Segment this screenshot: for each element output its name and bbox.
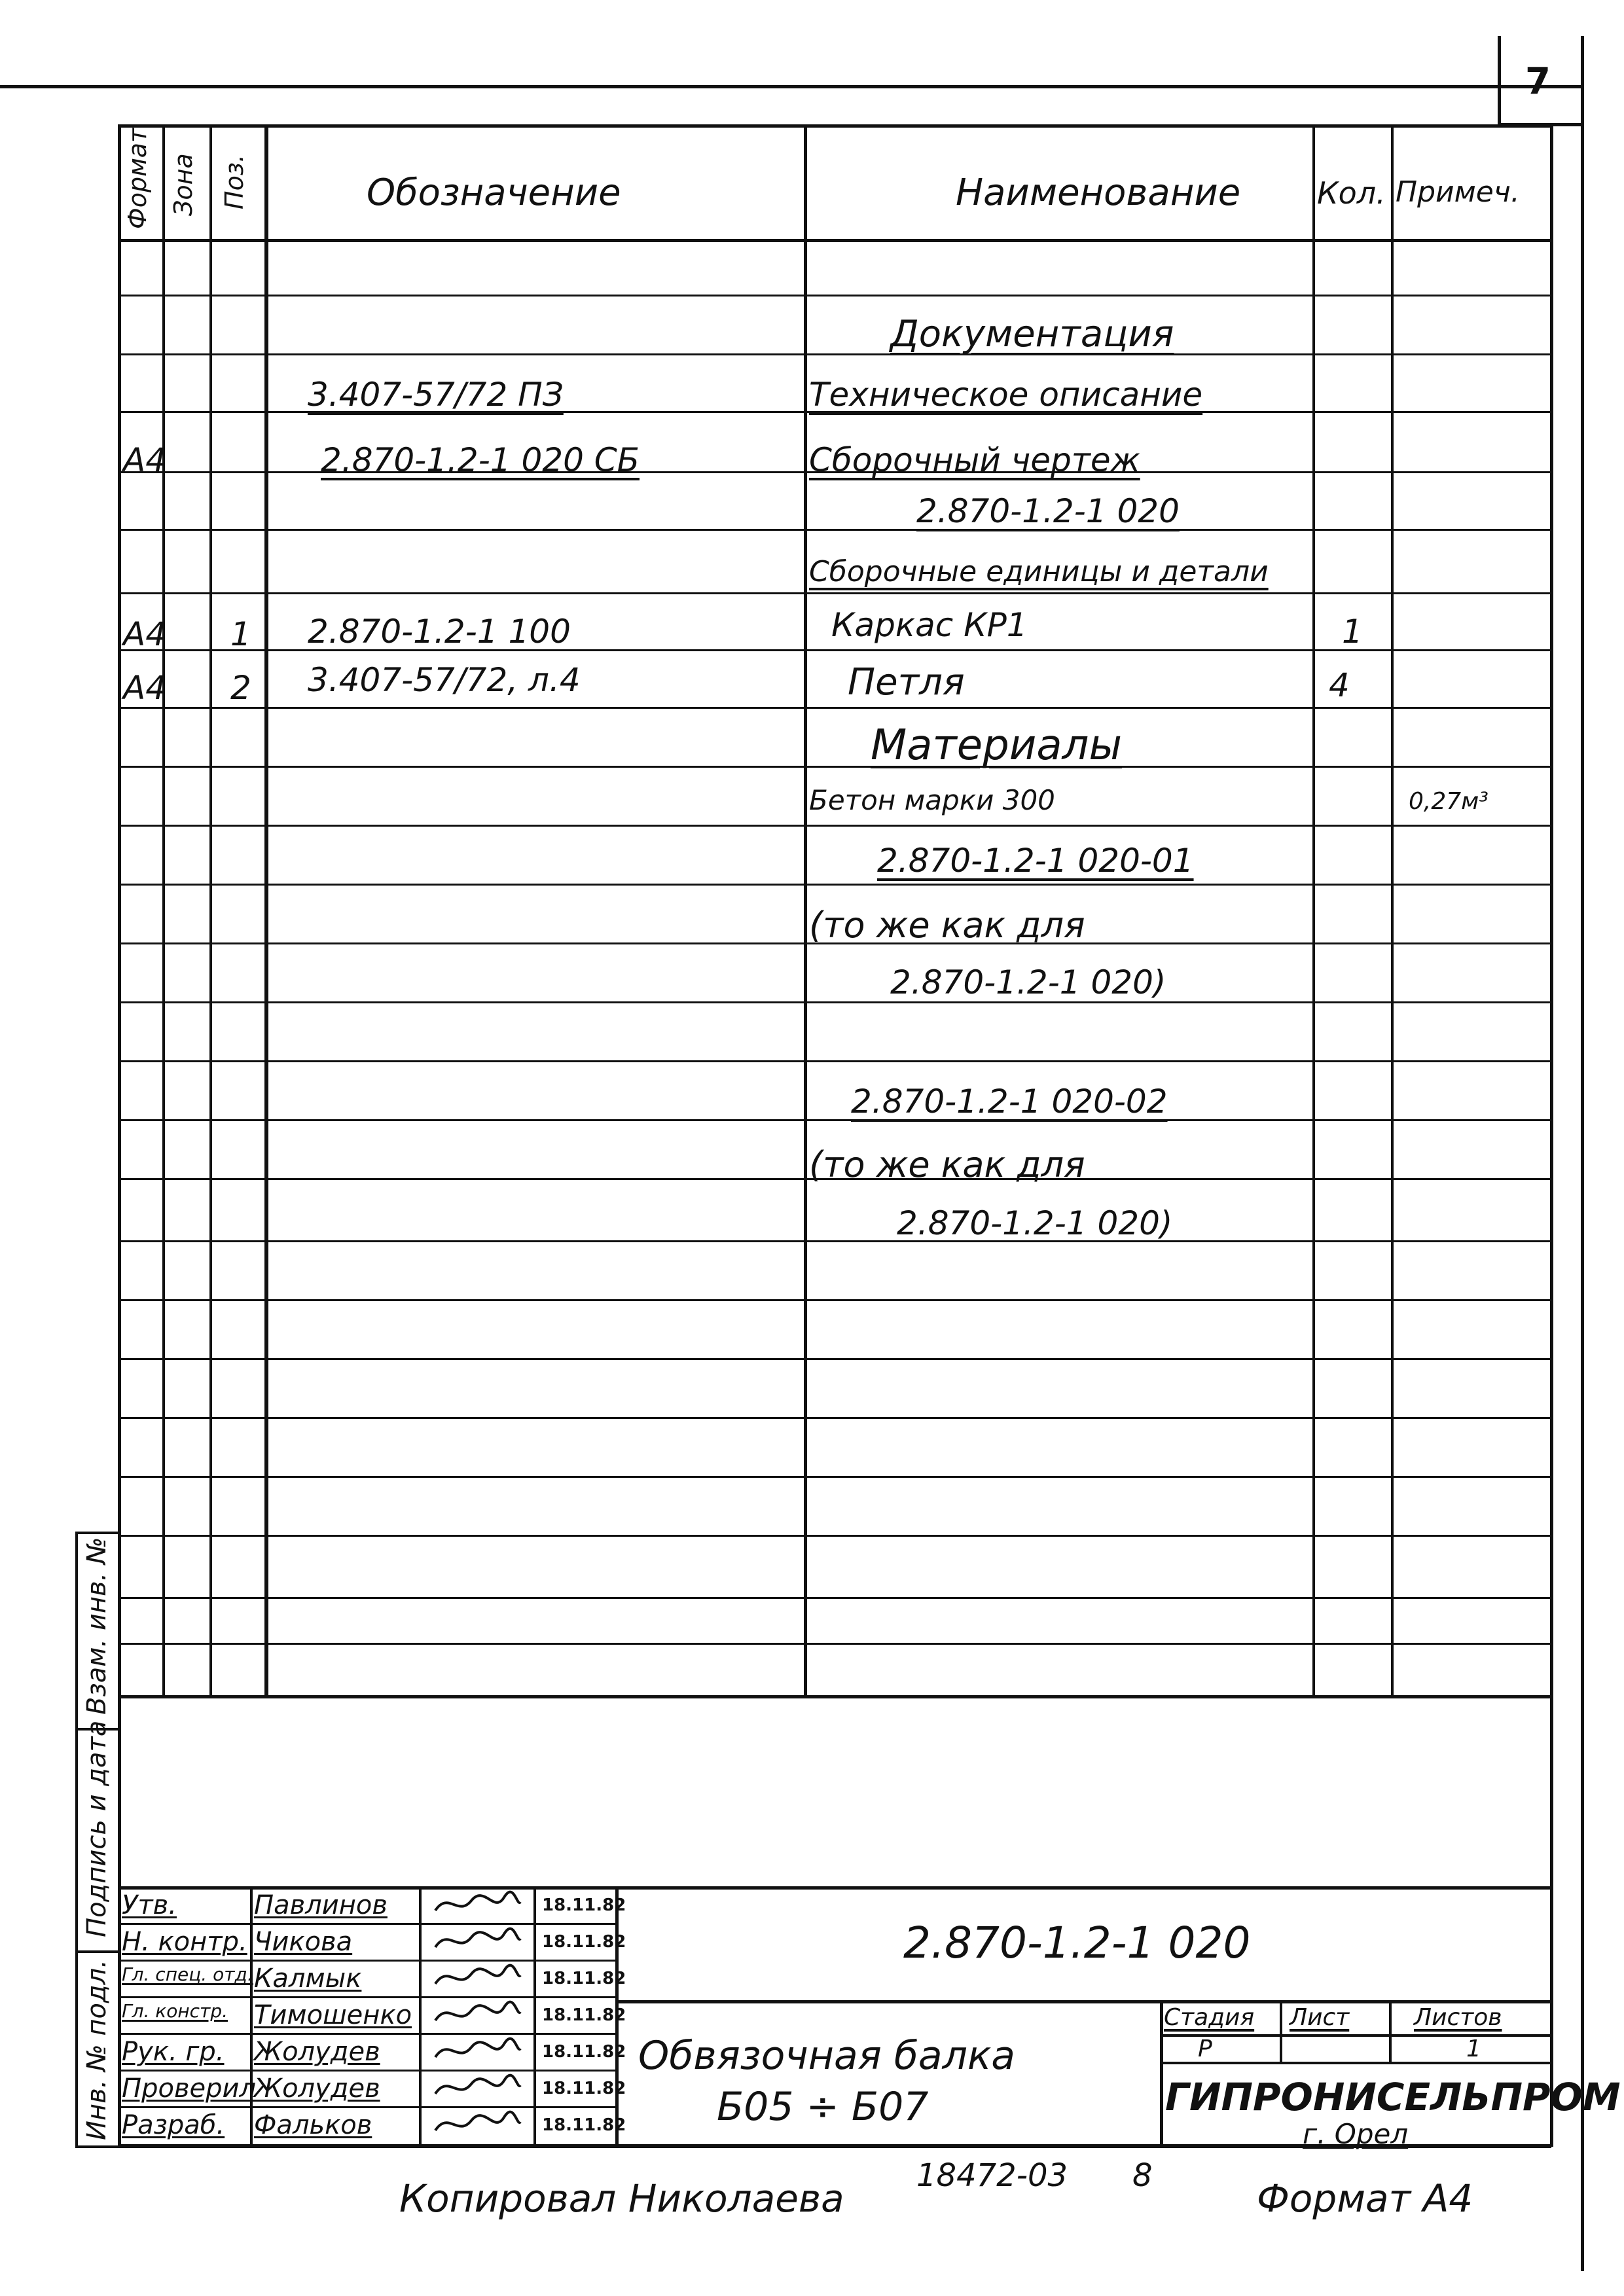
- tb-stage-header-line: [1160, 2034, 1551, 2037]
- signature-date: 18.11.82: [542, 2115, 626, 2135]
- table-row-line: [118, 295, 1551, 296]
- table-row-line: [118, 1597, 1551, 1599]
- signature-name: Фальков: [254, 2110, 372, 2140]
- handwritten-signature: [432, 2071, 524, 2111]
- signature-date: 18.11.82: [542, 1932, 626, 1952]
- table-row-line: [118, 1060, 1551, 1062]
- stage-value: Р: [1198, 2036, 1212, 2062]
- handwritten-signature: [432, 1924, 524, 1964]
- organization-city: г. Орел: [1303, 2118, 1409, 2150]
- header-format: Формат: [123, 128, 152, 229]
- top-border-line: [0, 85, 1584, 88]
- sheets-value: 1: [1466, 2036, 1481, 2062]
- handwritten-signature: [432, 1998, 524, 2037]
- col-sep-pos: [264, 124, 268, 1695]
- row-name-loop: Петля: [848, 661, 965, 704]
- tb-code-row-line: [615, 2000, 1551, 2003]
- tb-stage-value-line: [1160, 2062, 1551, 2064]
- signature-date: 18.11.82: [542, 2079, 626, 2098]
- table-top-line: [118, 124, 1551, 128]
- table-row-line: [118, 1001, 1551, 1003]
- row-note-volume: 0,27м³: [1409, 788, 1489, 815]
- row-name-same-as-1: (то же как для: [809, 905, 1085, 946]
- table-row-line: [118, 1299, 1551, 1301]
- table-row-line: [118, 1476, 1551, 1478]
- table-right-line: [1550, 124, 1553, 2147]
- col-sep-qty: [1391, 124, 1394, 1695]
- table-row-line: [118, 1240, 1551, 1242]
- title-block-top-line: [118, 1886, 1551, 1890]
- signature-date: 18.11.82: [542, 1969, 626, 1988]
- row-name-variant-01: 2.870-1.2-1 020-01: [877, 842, 1194, 880]
- footer-copied-by: Копировал Николаева: [399, 2176, 844, 2221]
- row-format-a4-1: А4: [123, 615, 167, 653]
- stage-label: Стадия: [1164, 2004, 1255, 2031]
- right-frame-line: [1581, 124, 1584, 2271]
- signature-row-line: [118, 1960, 619, 1962]
- row-designation-pz: 3.407-57/72 ПЗ: [308, 376, 564, 414]
- signature-role: Утв.: [122, 1890, 177, 1920]
- signature-role: Разраб.: [122, 2110, 225, 2140]
- row-name-same-as-1-code: 2.870-1.2-1 020): [890, 963, 1166, 1001]
- signature-name: Чикова: [254, 1927, 353, 1957]
- signature-date: 18.11.82: [542, 2005, 626, 2025]
- row-name-assembly-code: 2.870-1.2-1 020: [916, 492, 1180, 530]
- footer-page: 8: [1132, 2157, 1153, 2194]
- signature-role: Рук. гр.: [122, 2037, 225, 2067]
- signature-role: Гл. спец. отд.: [122, 1964, 253, 1985]
- row-pos-2: 2: [230, 669, 251, 707]
- col-sep-zone: [209, 124, 212, 1695]
- col-sep-name: [1312, 124, 1315, 1695]
- table-left-line: [118, 124, 121, 2147]
- signature-row-line: [118, 2033, 619, 2035]
- header-note: Примеч.: [1396, 175, 1520, 209]
- sheet-number-box-right: [1581, 36, 1584, 124]
- signature-role: Гл. констр.: [122, 2000, 228, 2022]
- signature-name: Жолудев: [254, 2073, 380, 2104]
- section-units-details: Сборочные единицы и детали: [809, 555, 1269, 588]
- signature-name: Тимошенко: [254, 2000, 412, 2030]
- signature-date: 18.11.82: [542, 1895, 626, 1915]
- header-name: Наименование: [956, 171, 1241, 214]
- header-designation: Обозначение: [367, 171, 621, 214]
- table-row-line: [118, 529, 1551, 531]
- section-documentation: Документация: [890, 313, 1174, 355]
- signature-row-line: [118, 2106, 619, 2108]
- handwritten-signature: [432, 2034, 524, 2074]
- col-sep-designation: [804, 124, 807, 1695]
- row-name-frame: Каркас КР1: [831, 606, 1028, 644]
- signature-name: Калмык: [254, 1964, 362, 1994]
- row-format-a4-sb: А4: [123, 441, 167, 479]
- handwritten-signature: [432, 1961, 524, 2001]
- side-stamp-left-line: [75, 1532, 78, 2147]
- header-qty: Кол.: [1317, 175, 1386, 211]
- row-format-a4-2: А4: [123, 669, 167, 707]
- side-stamp-sign-date: Подпись и дата: [82, 1720, 112, 1937]
- row-name-same-as-2: (то же как для: [809, 1144, 1085, 1185]
- footer-doc-number: 18472-03: [916, 2157, 1068, 2194]
- signature-row-line: [118, 2070, 619, 2072]
- title-block-code: 2.870-1.2-1 020: [903, 1918, 1251, 1968]
- handwritten-signature: [432, 1888, 524, 1928]
- row-name-variant-02: 2.870-1.2-1 020-02: [851, 1083, 1168, 1121]
- row-qty-1: 1: [1342, 613, 1363, 651]
- section-materials: Материалы: [871, 721, 1122, 770]
- sheet-label: Лист: [1290, 2004, 1350, 2031]
- signature-row-line: [118, 1923, 619, 1925]
- table-row-line: [118, 1119, 1551, 1121]
- signature-date: 18.11.82: [542, 2042, 626, 2062]
- table-row-line: [118, 592, 1551, 594]
- tb-stage-left: [1160, 2000, 1163, 2145]
- sheet-number: 7: [1525, 60, 1551, 103]
- table-row-line: [118, 1535, 1551, 1537]
- table-row-line: [118, 353, 1551, 355]
- table-row-line: [118, 1643, 1551, 1645]
- row-designation-sb: 2.870-1.2-1 020 СБ: [321, 441, 640, 479]
- sheets-label: Листов: [1414, 2004, 1502, 2031]
- signature-role: Проверил: [122, 2073, 257, 2104]
- table-row-line: [118, 1358, 1551, 1360]
- row-pos-1: 1: [230, 615, 251, 653]
- tb-stage-sep1: [1280, 2000, 1282, 2063]
- table-body-end-line: [118, 1695, 1551, 1698]
- side-stamp-inv-replace: Взам. инв. №: [82, 1537, 112, 1715]
- header-bottom-line: [118, 239, 1551, 242]
- organization-name: ГИПРОНИСЕЛЬПРОМ: [1165, 2075, 1621, 2119]
- side-stamp-inv-orig: Инв. № подл.: [82, 1960, 112, 2140]
- handwritten-signature: [432, 2108, 524, 2147]
- table-row-line: [118, 884, 1551, 886]
- title-block-title-line1: Обвязочная балка: [638, 2033, 1016, 2079]
- header-zone: Зона: [169, 153, 198, 216]
- table-row-line: [118, 825, 1551, 827]
- table-row-line: [118, 707, 1551, 709]
- signature-name: Жолудев: [254, 2037, 380, 2067]
- header-pos: Поз.: [220, 154, 249, 209]
- sheet-number-box-left: [1498, 36, 1501, 124]
- tb-stage-sep2: [1389, 2000, 1392, 2063]
- signature-name: Павлинов: [254, 1890, 388, 1920]
- signature-role: Н. контр.: [122, 1927, 247, 1957]
- footer-format: Формат А4: [1257, 2176, 1473, 2221]
- col-sep-format: [162, 124, 165, 1695]
- table-row-line: [118, 1417, 1551, 1419]
- row-qty-4: 4: [1329, 666, 1350, 704]
- row-name-same-as-2-code: 2.870-1.2-1 020): [897, 1204, 1173, 1242]
- title-block-title-line2: Б05 ÷ Б07: [717, 2084, 929, 2130]
- row-designation-loop: 3.407-57/72, л.4: [308, 661, 581, 699]
- side-stamp-bottom-line: [75, 2145, 120, 2148]
- side-stamp-sep2: [75, 1950, 120, 1953]
- row-name-concrete: Бетон марки 300: [809, 784, 1055, 816]
- signature-row-line: [118, 1996, 619, 1998]
- table-row-line: [118, 766, 1551, 768]
- row-name-tech-desc: Техническое описание: [809, 376, 1203, 414]
- row-designation-100: 2.870-1.2-1 100: [308, 613, 571, 651]
- side-stamp-top-line: [75, 1532, 120, 1534]
- row-name-assembly: Сборочный чертеж: [809, 441, 1140, 479]
